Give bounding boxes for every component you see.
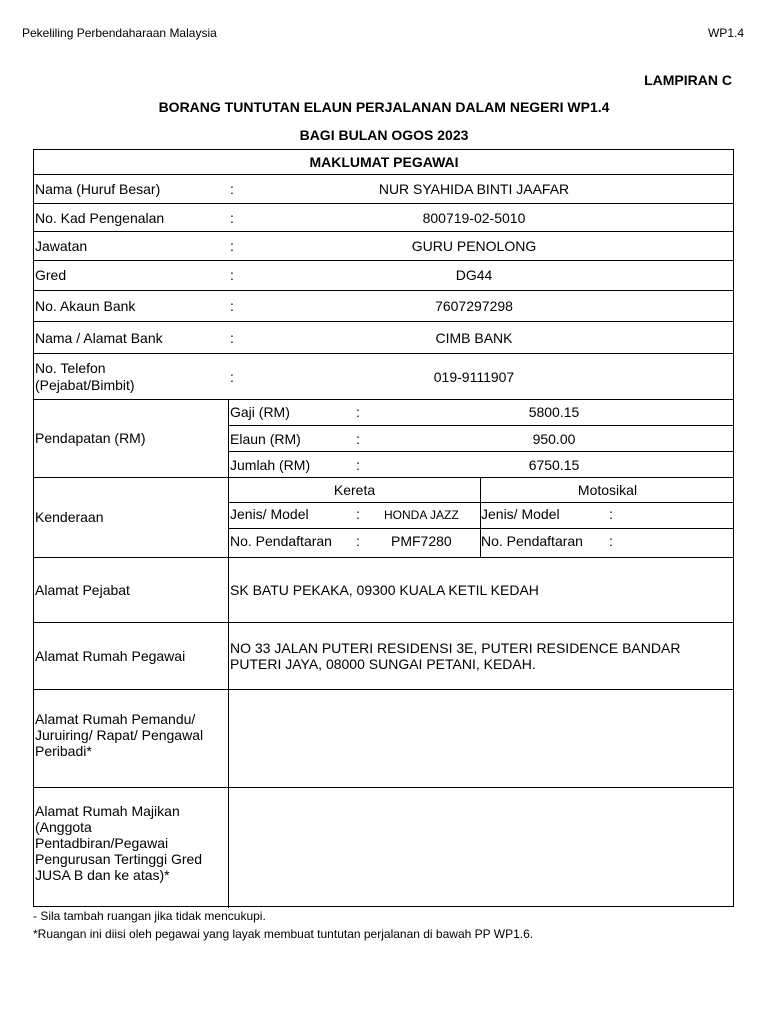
form-table xyxy=(33,149,734,907)
alamat-rumah-value-line2: PUTERI JAYA, 08000 SUNGAI PETANI, KEDAH. xyxy=(230,656,536,672)
form-subtitle: BAGI BULAN OGOS 2023 xyxy=(299,127,469,143)
telefon-label-line2: (Pejabat/Bimbit) xyxy=(35,377,135,393)
colon: : xyxy=(356,404,360,420)
kereta-jenis-label: Jenis/ Model xyxy=(230,506,309,522)
alamat-rumah-value-line1: NO 33 JALAN PUTERI RESIDENSI 3E, PUTERI RESIDENCE BANDAR xyxy=(230,640,681,656)
note-1: - Sila tambah ruangan jika tidak mencukupi. xyxy=(33,909,266,923)
section-heading: MAKLUMAT PEGAWAI xyxy=(309,154,459,170)
nama-value: NUR SYAHIDA BINTI JAAFAR xyxy=(378,181,570,197)
note-2: *Ruangan ini diisi oleh pegawai yang layak membuat tuntutan perjalanan di bawah PP WP1.6. xyxy=(33,927,534,941)
bank-value: CIMB BANK xyxy=(435,330,513,346)
pendapatan-label: Pendapatan (RM) xyxy=(35,430,146,446)
bank-label: Nama / Alamat Bank xyxy=(35,330,163,346)
jawatan-label: Jawatan xyxy=(35,238,88,254)
kereta-daftar-value: PMF7280 xyxy=(391,533,452,549)
motosikal-heading: Motosikal xyxy=(577,482,638,498)
colon: : xyxy=(356,457,360,473)
kereta-daftar-label: No. Pendaftaran xyxy=(230,533,332,549)
colon: : xyxy=(230,181,234,197)
alamat-majikan-line4: Pengurusan Tertinggi Gred xyxy=(35,851,203,867)
alamat-pemandu-line2: Juruiring/ Rapat/ Pengawal xyxy=(35,727,204,743)
gaji-value: 5800.15 xyxy=(528,404,580,420)
colon: : xyxy=(230,298,234,314)
alamat-majikan-line2: (Anggota xyxy=(35,819,92,835)
colon: : xyxy=(356,506,360,522)
colon: : xyxy=(609,506,613,522)
akaun-label: No. Akaun Bank xyxy=(35,298,136,314)
ic-value: 800719-02-5010 xyxy=(422,210,526,226)
page-header-left: Pekeliling Perbendaharaan Malaysia xyxy=(22,26,217,40)
alamat-pemandu-line1: Alamat Rumah Pemandu/ xyxy=(35,711,196,727)
motosikal-jenis-label: Jenis/ Model xyxy=(481,506,560,522)
lampiran-label: LAMPIRAN C xyxy=(644,72,732,88)
kereta-heading: Kereta xyxy=(333,482,376,498)
elaun-label: Elaun (RM) xyxy=(230,431,301,447)
jawatan-value: GURU PENOLONG xyxy=(411,238,537,254)
form-title: BORANG TUNTUTAN ELAUN PERJALANAN DALAM NEGERI WP1.4 xyxy=(158,99,610,115)
alamat-majikan-line5: JUSA B dan ke atas)* xyxy=(35,867,170,883)
colon: : xyxy=(230,330,234,346)
alamat-majikan-line1: Alamat Rumah Majikan xyxy=(35,803,180,819)
colon: : xyxy=(230,267,234,283)
gred-value: DG44 xyxy=(455,267,493,283)
nama-label: Nama (Huruf Besar) xyxy=(35,181,161,197)
ic-label: No. Kad Pengenalan xyxy=(35,210,165,226)
kereta-jenis-value: HONDA JAZZ xyxy=(384,508,459,522)
page-header-right: WP1.4 xyxy=(707,26,744,40)
alamat-pejabat-label: Alamat Pejabat xyxy=(35,582,130,598)
colon: : xyxy=(609,533,613,549)
colon: : xyxy=(230,210,234,226)
telefon-value: 019-9111907 xyxy=(433,369,515,385)
colon: : xyxy=(356,533,360,549)
motosikal-daftar-label: No. Pendaftaran xyxy=(481,533,583,549)
colon: : xyxy=(230,369,234,385)
akaun-value: 7607297298 xyxy=(435,298,513,314)
gred-label: Gred xyxy=(35,267,67,283)
colon: : xyxy=(356,431,360,447)
kenderaan-label: Kenderaan xyxy=(35,509,104,525)
alamat-rumah-label: Alamat Rumah Pegawai xyxy=(35,648,186,664)
gaji-label: Gaji (RM) xyxy=(230,404,290,420)
alamat-pejabat-value: SK BATU PEKAKA, 09300 KUALA KETIL KEDAH xyxy=(230,582,539,598)
jumlah-value: 6750.15 xyxy=(528,457,580,473)
alamat-pemandu-line3: Peribadi* xyxy=(35,743,92,759)
alamat-majikan-line3: Pentadbiran/Pegawai xyxy=(35,835,169,851)
elaun-value: 950.00 xyxy=(532,431,576,447)
telefon-label-line1: No. Telefon xyxy=(35,360,106,376)
jumlah-label: Jumlah (RM) xyxy=(230,457,311,473)
colon: : xyxy=(230,238,234,254)
